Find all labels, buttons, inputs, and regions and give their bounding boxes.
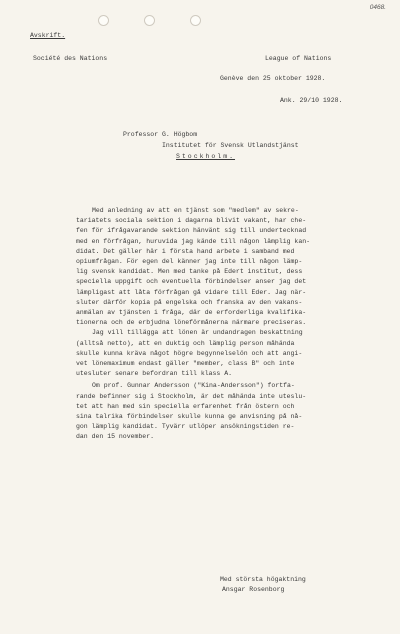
punch-hole-center <box>144 15 155 26</box>
body-line: sluter därför kopia på engelska och franska av den vakans- <box>76 298 303 306</box>
archive-reference-number: 0468. <box>369 4 386 11</box>
body-line: sina talrika förbindelser skulle kunna ge anvisning på nå- <box>76 413 303 421</box>
body-line: opiumfrågan. För egen del känner jag inte till någon lämp- <box>76 258 303 266</box>
received-date: Ank. 29/10 1928. <box>280 97 343 104</box>
body-line: tet att han med sin speciella erfarenhet från östern och <box>76 402 295 410</box>
place-and-date: Genève den 25 oktober 1928. <box>220 75 326 82</box>
body-line: speciella uppgift och eventuella förbindelser anser jag det <box>76 278 307 286</box>
body-line: lämpligast att låta förfrågan gå vidare till Eder. Jag när- <box>76 288 307 296</box>
letterhead-right: League of Nations <box>265 55 332 62</box>
document-heading: Avskrift. <box>30 32 66 39</box>
body-line: Med anledning av att en tjänst som "medlem" av sekre- <box>92 207 299 214</box>
punch-hole-right <box>190 15 201 26</box>
body-line: skulle kunna kräva något högre begynnelselön och att angi- <box>76 349 303 357</box>
closing-salutation: Med största högaktning <box>220 576 306 583</box>
body-line: didat. Det gäller här i första hand arbete i samband med <box>76 247 295 255</box>
body-line: anmälan av tjänsten i fråga, där de erforderliga kvalifika- <box>76 309 307 317</box>
body-line: tionerna och de erbjudna löneförmånerna närmare preciseras. <box>76 319 307 327</box>
recipient-name: Professor G. Högbom <box>123 131 198 138</box>
recipient-institution: Institutet för Svensk Utlandstjänst <box>162 142 299 149</box>
body-line: gon lämplig kandidat. Tyvärr utlöper ansökningstiden re- <box>76 423 295 431</box>
body-line: vet lönemaximum endast gäller "member, class B" och inte <box>76 360 295 368</box>
body-line: fen för ifrågavarande sektion hänvänt sig till undertecknad <box>76 227 307 235</box>
signature-name: Ansgar Rosenborg <box>222 586 285 593</box>
letter-body <box>76 206 376 443</box>
body-line: tariatets sociala sektion i dagarna blivit vakant, har che- <box>76 217 307 225</box>
body-line: med en förfrågan, huruvida jag kände till någon lämplig kan- <box>76 237 311 245</box>
punch-hole-left <box>98 15 109 26</box>
body-line: lig svensk kandidat. Men med tanke på Edert institut, dess <box>76 268 303 276</box>
body-line: (alltså netto), att en duktig och lämplig person måhända <box>76 339 295 347</box>
letter-closing <box>220 575 306 595</box>
body-line: rande befinner sig i Stockholm, är det måhända inte uteslu- <box>76 392 307 400</box>
body-line: dan den 15 november. <box>76 433 155 441</box>
letterhead-left: Société des Nations <box>33 55 108 62</box>
recipient-city: Stockholm. <box>176 153 236 160</box>
body-line: Jag vill tillägga att lönen är undandragen beskattning <box>92 329 303 337</box>
body-line: Om prof. Gunnar Andersson ("Kina-Andersson") fortfa- <box>92 382 295 390</box>
body-line: utesluter senare befordran till klass A. <box>76 370 233 378</box>
